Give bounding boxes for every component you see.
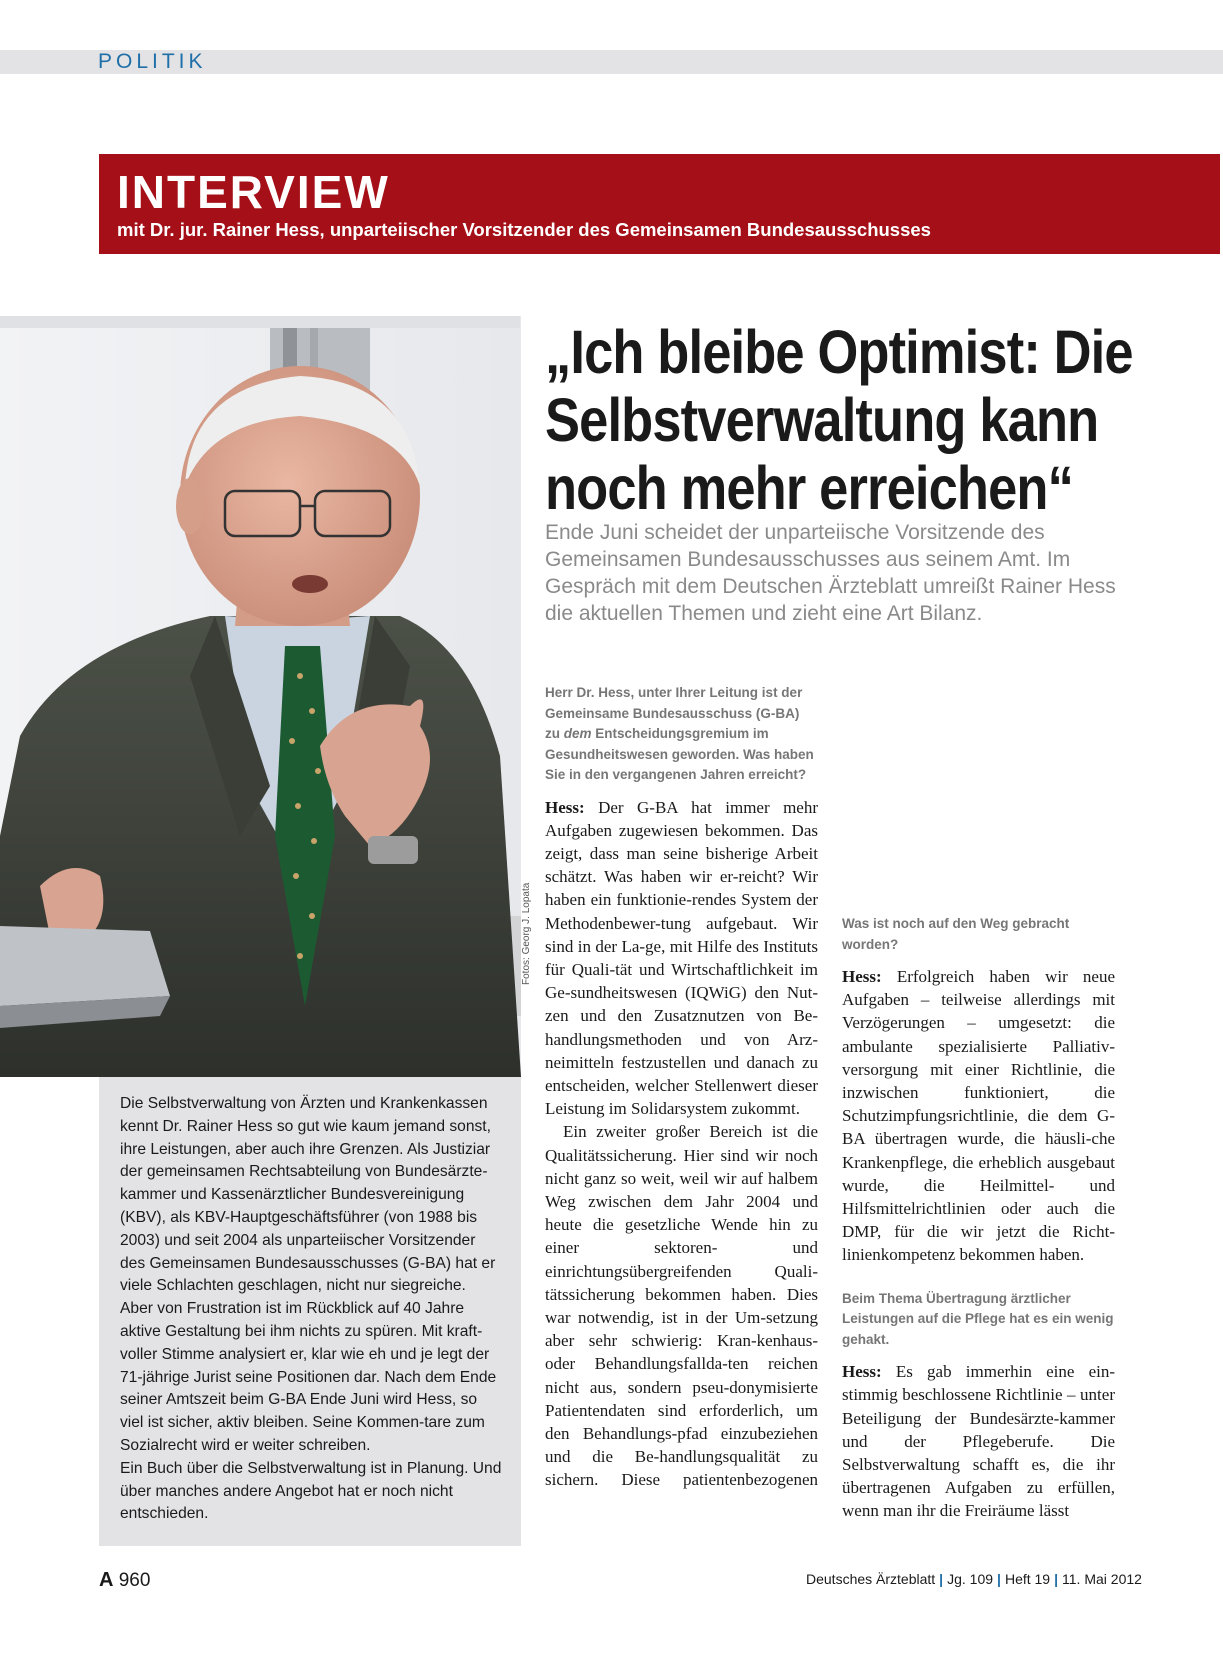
headline-line-2: Selbstverwaltung kann [545, 386, 1099, 454]
journal-issue: Heft 19 [1004, 1571, 1051, 1587]
question-2: Was ist noch auf den Weg gebracht worden? [842, 916, 1070, 952]
headline [545, 318, 1181, 522]
answer-3-text: Es gab immerhin eine ein-stimmig beschlossene Richtlinie – unter Beteiligung der Bundesärzte-kammer und der Pflegeberufe. Die Selbstverwaltung schafft es, die ihr übertragenen Aufgaben zu erfüllen, wenn man ihr die Freiräume lässt [842, 1362, 1115, 1521]
text-column-1 [545, 683, 818, 1492]
answer-1-paragraph-2: Ein zweiter großer Bereich ist die Qualitätssicherung. Hier sind wir noch nicht ganz so weit, weil wir auf halbem Weg zwischen dem Jahr 2004 und heute die gesetzliche Wende hin zu einer sektoren- und einrichtungsübergreifenden Quali-tätssicherung bekommen haben. Dies war notwendig, ist in der Um-setzung aber sehr schwierig: Kran-kenhaus- oder Behandlungsfallda-ten reichen nicht aus, sondern pseu-donymisierte Patientendaten sind erforderlich, um den Behandlungs-pfad einzubeziehen und die Be-handlungsqualität zu sichern. Diese patientenbezogenen [545, 1122, 818, 1490]
answer-2-text: Erfolgreich haben wir neue Aufgaben – teilweise allerdings mit Verzögerungen – umgesetzt: die ambulante spezialisierte Palliativ-versorgung mit einer Richtlinie, die inzwischen funktioniert, die Schutzimpfungsrichtlinie, die dem G-BA übertragen wurde, die häusli-che Krankenpflege, die erheblich ausgebaut wurde, die Heilmittel- und Hilfsmittelrichtlinien oder auch die DMP, für die wir jetzt die Richt-linienkompetenz bekommen haben. [842, 967, 1116, 1265]
portrait-photo [0, 316, 521, 1077]
banner-title: INTERVIEW [117, 166, 390, 218]
journal-name: Deutsches Ärzteblatt [806, 1571, 936, 1587]
section-label: POLITIK [98, 50, 207, 73]
intro-paragraph-1: Die Selbstverwaltung von Ärzten und Krankenkassen kennt Dr. Rainer Hess so gut wie kaum jemand sonst, ihre Leistungen, aber auch ihre Grenzen. Als Justiziar der gemeinsamen Rechtsabteilung von Bundesärzte-kammer und Kassenärztlicher Bundesvereinigung (KBV), als KBV-Hauptgeschäftsführer (von 1988 bis 2003) und seit 2004 als unparteiischer Vorsitzender des Gemeinsamen Bundesausschusses (G-BA) hat er viele Schlachten geschlagen, nicht nur siegreiche. Aber von Frustration ist im Rückblick auf 40 Jahre aktive Gestaltung bei ihm nichts zu spüren. Mit kraft-voller Stimme analysiert er, klar wie eh und je legt der 71-jährige Jurist seine Positionen dar. Nach dem Ende seiner Amtszeit beim G-BA Ende Juni wird Hess, so viel ist sicher, aktiv bleiben. Seine Kommen-tare zum Sozialrecht wird er weiter schreiben. [120, 1095, 497, 1454]
banner-subtitle: mit Dr. jur. Rainer Hess, unparteiischer Vorsitzender des Gemeinsamen Bundesausschusses [117, 219, 931, 240]
text-column-2 [842, 683, 1115, 1523]
folio-number: 960 [118, 1570, 151, 1591]
answer-2 [842, 965, 1115, 1267]
photo-credit: Fotos: Georg J. Lopata [521, 882, 532, 985]
separator: | [939, 1571, 944, 1587]
lead-paragraph: Ende Juni scheidet der unparteiische Vorsitzende des Gemeinsamen Bundesausschusses aus seinem Amt. Im Gespräch mit dem Deutschen Ärzteblatt umreißt Rainer Hess die aktuellen Themen und zieht eine Art Bilanz. [545, 521, 1116, 625]
intro-text [120, 1093, 502, 1526]
headline-line-3: noch mehr erreichen“ [545, 454, 1073, 522]
folio-prefix: A [99, 1569, 114, 1591]
speaker-label: Hess: [842, 1362, 882, 1382]
page-number [99, 1569, 150, 1592]
intro-paragraph-2: Ein Buch über die Selbstverwaltung ist in Planung. Und über manches andere Angebot hat er noch nicht entschieden. [120, 1459, 502, 1523]
speaker-label: Hess: [842, 967, 882, 986]
separator: | [997, 1571, 1001, 1587]
question-1-text-a: Herr Dr. Hess, unter Ihrer Leitung ist der Gemeinsame Bundesausschuss (G-BA) zu [545, 685, 803, 741]
question-1-emphasis: dem [563, 726, 592, 741]
answer-1-paragraph-1 [545, 796, 818, 1121]
answer-3 [842, 1360, 1115, 1522]
journal-volume: Jg. 109 [947, 1571, 994, 1587]
question-1 [545, 683, 818, 786]
separator: | [1054, 1571, 1059, 1587]
journal-footer [806, 1571, 1142, 1587]
answer-1-text: Der G-BA hat immer mehr Aufgaben zugewiesen bekommen. Das zeigt, dass man seine bisherige Arbeit schätzt. Was haben wir er-reicht? Wir haben ein funktionie-rendes System der Methodenbewer-tung aufgebaut. Wir sind in der La-ge, mit Hilfe des Instituts für Quali-tät und Wirtschaftlichkeit im Ge-sundheitswesen (IQWiG) den Nut-zen und den Zusatznutzen von Be-handlungsmethoden und von Arz-neimitteln festzustellen und danach zu entscheiden, welcher Stellenwert dieser Leistung im Solidarsystem zukommt. [545, 797, 818, 1119]
question-1-text-b: Entscheidungsgremium im Gesundheitswesen geworden. Was haben Sie in den vergangenen Jahren erreicht? [545, 726, 814, 782]
headline-line-1: „Ich bleibe Optimist: Die [545, 318, 1133, 386]
answer-1-continued [842, 683, 1115, 892]
question-3: Beim Thema Übertragung ärztlicher Leistungen auf die Pflege hat es ein wenig gehakt. [842, 1290, 1114, 1347]
journal-date: 11. Mai 2012 [1062, 1571, 1142, 1587]
speaker-label: Hess: [545, 797, 585, 817]
